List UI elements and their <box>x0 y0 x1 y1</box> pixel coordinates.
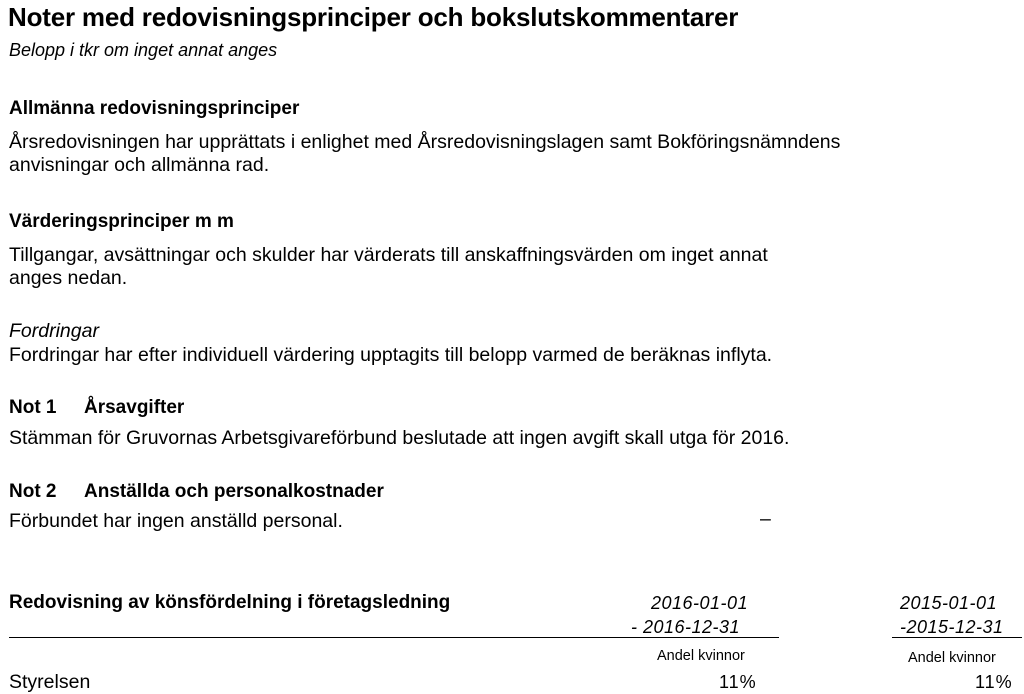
note-1-heading <box>9 397 184 419</box>
col-2016-period-start: 2016-01-01 <box>651 593 749 613</box>
note-2-heading <box>9 481 384 503</box>
row-styrelsen-2015-value: 11% <box>975 672 1013 692</box>
row-label-styrelsen: Styrelsen <box>9 671 91 693</box>
table-header-rule-right <box>892 637 1022 638</box>
note-1-title: Årsavgifter <box>84 397 185 418</box>
valuation-heading: Värderingsprinciper m m <box>9 211 234 232</box>
principles-text-line-1: Årsredovisningen har upprättats i enlighet med Årsredovisningslagen samt Bokföringsnämndens <box>9 131 841 153</box>
note-2-text: Förbundet har ingen anställd personal. <box>9 510 343 532</box>
note-1-text: Stämman för Gruvornas Arbetsgivareförbund beslutade att ingen avgift skall utga för 2016. <box>9 427 790 449</box>
note-2-value: – <box>760 508 771 530</box>
page-title: Noter med redovisningsprinciper och bokslutskommentarer <box>8 2 739 32</box>
principles-text-line-2: anvisningar och allmänna rad. <box>9 154 270 176</box>
principles-heading: Allmänna redovisningsprinciper <box>9 98 300 119</box>
note-2-number: Not 2 <box>9 481 57 502</box>
col-2015-period-end: -2015-12-31 <box>900 617 1004 637</box>
receivables-heading: Fordringar <box>9 320 99 342</box>
page-subtitle: Belopp i tkr om inget annat anges <box>9 40 278 60</box>
table-header-rule-left <box>9 637 779 638</box>
row-styrelsen-2016-value: 11% <box>719 672 757 692</box>
receivables-text: Fordringar har efter individuell värdering upptagits till belopp varmed de beräknas inflyta. <box>9 344 773 366</box>
gender-table-title: Redovisning av könsfördelning i företagsledning <box>9 592 451 613</box>
col-2015-label: Andel kvinnor <box>908 650 996 666</box>
col-2016-label: Andel kvinnor <box>657 648 745 664</box>
note-1-number: Not 1 <box>9 397 57 418</box>
note-2-title: Anställda och personalkostnader <box>84 481 384 502</box>
valuation-text-line-1: Tillgangar, avsättningar och skulder har värderats till anskaffningsvärden om inget annat <box>9 244 768 266</box>
valuation-text-line-2: anges nedan. <box>9 267 128 289</box>
col-2015-period-start: 2015-01-01 <box>900 593 998 613</box>
col-2016-period-end: - 2016-12-31 <box>631 617 741 637</box>
